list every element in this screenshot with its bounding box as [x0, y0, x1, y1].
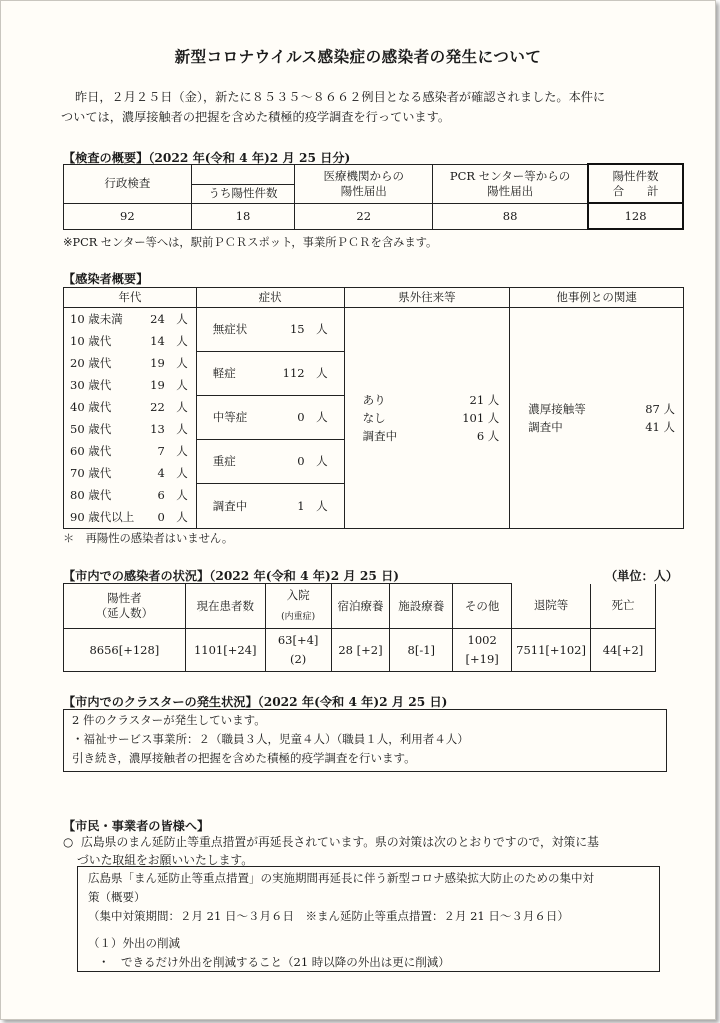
age-row	[64, 330, 196, 352]
header-total-l1: 陽性件数	[612, 168, 659, 183]
value-positives: 18	[191, 203, 295, 229]
age-count: 7 人	[157, 443, 188, 458]
relation-cell	[510, 308, 684, 529]
header-medical	[295, 164, 433, 203]
value-other-l1: 1002	[467, 633, 497, 647]
header-facility: 施設療養	[390, 584, 453, 629]
travel-cell	[344, 308, 510, 529]
cluster-box	[63, 709, 667, 772]
header-admin-test: 行政検査	[64, 164, 192, 203]
age-label: 50 歳代	[70, 421, 112, 436]
relation-row	[528, 418, 675, 436]
testing-table	[63, 163, 684, 230]
header-medical-l1: 医療機関からの	[323, 168, 404, 183]
age-count: 0 人	[157, 509, 188, 524]
symptom-label: 無症状	[212, 322, 248, 336]
cluster-line: 2 件のクラスターが発生しています。	[72, 713, 266, 727]
header-positive	[64, 584, 186, 629]
symptom-count: 0 人	[297, 410, 328, 424]
travel-row	[363, 391, 500, 409]
relation-label: 濃厚接触等	[528, 401, 586, 416]
age-label: 10 歳代	[70, 333, 112, 348]
intro-line: ついては，濃厚接触者の把握を含めた積極的疫学調査を行っています。	[61, 110, 451, 124]
age-count: 4 人	[157, 465, 188, 480]
header-total	[588, 164, 683, 203]
age-count: 13 人	[150, 421, 188, 436]
header-death: 死亡	[591, 584, 656, 629]
header-admin-blank	[191, 164, 295, 184]
header-pcr	[433, 164, 589, 203]
symptom-count: 0 人	[297, 454, 328, 468]
status-table	[63, 583, 656, 672]
value-death: 44[+2]	[591, 629, 656, 672]
symptom-count: 1 人	[297, 498, 328, 513]
value-hotel: 28 [+2]	[331, 629, 390, 672]
intro-line: 昨日，２月２５日（金），新たに８５３５～８６６２例目となる感染者が確認されました。本件に	[75, 90, 606, 104]
symptom-label: 軽症	[212, 366, 236, 380]
symptom-label: 中等症	[212, 410, 248, 424]
header-positives: うち陽性件数	[191, 184, 295, 203]
intro-paragraph	[61, 87, 673, 127]
symptom-row	[197, 440, 344, 484]
header-hotel: 宿泊療養	[331, 584, 390, 629]
age-row	[64, 374, 196, 396]
age-row	[64, 440, 196, 462]
age-row	[64, 506, 196, 528]
overview-heading: 【感染者概要】	[63, 272, 149, 286]
measures-line: （１）外出の削減	[88, 936, 180, 950]
relation-count: 87 人	[645, 401, 675, 416]
age-label: 60 歳代	[70, 443, 112, 458]
header-other: その他	[453, 584, 512, 629]
age-row	[64, 396, 196, 418]
citizens-bullet	[63, 833, 599, 869]
bullet-line: 広島県のまん延防止等重点措置が再延長されています。県の対策は次のとおりですので，対策に基	[81, 835, 599, 849]
value-hospital-total: 63[+4]	[277, 633, 319, 647]
age-row	[64, 308, 196, 330]
overview-note: ＊ 再陽性の感染者はいません。	[63, 532, 234, 545]
bullet-line: づいた取組をお願いいたします。	[77, 853, 254, 867]
value-facility: 8[-1]	[390, 629, 453, 672]
value-hospital	[265, 629, 331, 672]
age-label: 20 歳代	[70, 355, 112, 370]
value-medical: 22	[295, 203, 433, 229]
travel-row	[363, 427, 500, 445]
age-label: 90 歳代以上	[70, 509, 135, 524]
header-positive-l1: 陽性者	[107, 591, 142, 605]
bullet-mark: ○	[63, 835, 74, 849]
symptom-row	[197, 484, 344, 528]
page-title: 新型コロナウイルス感染症の感染者の発生について	[174, 47, 542, 66]
value-hospital-severe: (2)	[289, 652, 307, 666]
age-count: 22 人	[150, 399, 188, 414]
age-cell	[64, 308, 197, 529]
relation-count: 41 人	[645, 419, 675, 434]
age-count: 24 人	[150, 311, 188, 326]
value-other	[453, 629, 512, 672]
header-travel: 県外往来等	[344, 288, 510, 308]
travel-count: 6 人	[476, 428, 500, 443]
age-label: 10 歳未満	[70, 311, 123, 326]
symptom-cell	[196, 308, 344, 529]
cluster-line: 引き続き，濃厚接触者の把握を含めた積極的疫学調査を行います。	[72, 751, 416, 765]
age-count: 19 人	[150, 377, 188, 392]
travel-label: あり	[362, 392, 386, 407]
age-label: 40 歳代	[70, 399, 112, 414]
relation-row	[528, 400, 675, 418]
measures-line: （集中対策期間：２月 21 日～３月６日 ※まん延防止等重点措置：２月 21 日～３月６日）	[88, 909, 569, 923]
header-relation: 他事例との関連	[510, 288, 684, 308]
measures-line: 広島県「まん延防止等重点措置」の実施期間再延長に伴う新型コロナ感染拡大防止のための集中対	[88, 871, 594, 885]
age-count: 6 人	[157, 487, 188, 502]
header-symptom: 症状	[196, 288, 344, 308]
header-medical-l2: 陽性届出	[340, 183, 387, 198]
header-hospital-sub: (内重症)	[265, 608, 331, 629]
age-row	[64, 484, 196, 506]
value-other-l2: [+19]	[465, 652, 499, 666]
cluster-heading: 【市内でのクラスターの発生状況】（2022 年(令和 4 年)2 月 25 日)	[63, 695, 448, 709]
age-label: 80 歳代	[70, 487, 112, 502]
travel-label: なし	[362, 410, 386, 425]
age-label: 30 歳代	[70, 377, 112, 392]
value-positive: 8656[+128]	[64, 629, 186, 672]
header-positive-l2: （延人数）	[95, 606, 154, 620]
age-count: 19 人	[150, 355, 188, 370]
age-row	[64, 418, 196, 440]
value-current: 1101[+24]	[185, 629, 265, 672]
header-pcr-l1: PCR センター等からの	[449, 168, 571, 183]
status-unit: （単位：人）	[605, 569, 679, 583]
age-row	[64, 462, 196, 484]
cluster-line: ・福祉サービス事業所：２（職員３人，児童４人）（職員１人，利用者４人）	[72, 732, 469, 746]
age-row	[64, 352, 196, 374]
testing-heading: 【検査の概要】（2022 年(令和 4 年)2 月 25 日分)	[63, 151, 351, 165]
travel-row	[363, 409, 500, 427]
symptom-row	[197, 352, 344, 396]
status-heading: 【市内での感染者の状況】（2022 年(令和 4 年)2 月 25 日)	[63, 569, 400, 583]
age-label: 70 歳代	[70, 465, 112, 480]
measures-line: 策（概要）	[88, 890, 146, 904]
citizens-heading: 【市民・事業者の皆様へ】	[63, 819, 210, 833]
symptom-count: 15 人	[289, 322, 328, 336]
value-discharged: 7511[+102]	[512, 629, 591, 672]
header-discharged: 退院等	[512, 584, 591, 629]
symptom-count: 112 人	[282, 366, 328, 380]
symptom-label: 調査中	[212, 498, 248, 513]
header-age: 年代	[64, 288, 197, 308]
value-pcr: 88	[433, 203, 589, 229]
measures-line: ・ できるだけ外出を削減すること（21 時以降の外出は更に削減）	[98, 955, 450, 969]
measures-box	[77, 866, 660, 972]
header-hospital: 入院	[265, 584, 331, 608]
relation-label: 調査中	[528, 419, 563, 434]
symptom-row	[197, 308, 344, 352]
travel-count: 101 人	[462, 410, 500, 425]
travel-count: 21 人	[469, 392, 500, 407]
testing-note: ※PCR センター等へは，駅前ＰＣＲスポット，事業所ＰＣＲを含みます。	[63, 236, 438, 249]
value-total: 128	[588, 203, 683, 229]
overview-table	[63, 287, 684, 529]
value-admin: 92	[64, 203, 192, 229]
header-total-l2: 合 計	[612, 183, 659, 198]
age-count: 14 人	[150, 333, 188, 348]
symptom-row	[197, 396, 344, 440]
header-pcr-l2: 陽性届出	[487, 183, 534, 198]
header-current: 現在患者数	[185, 584, 265, 629]
symptom-label: 重症	[212, 454, 236, 468]
travel-label: 調査中	[362, 428, 398, 443]
